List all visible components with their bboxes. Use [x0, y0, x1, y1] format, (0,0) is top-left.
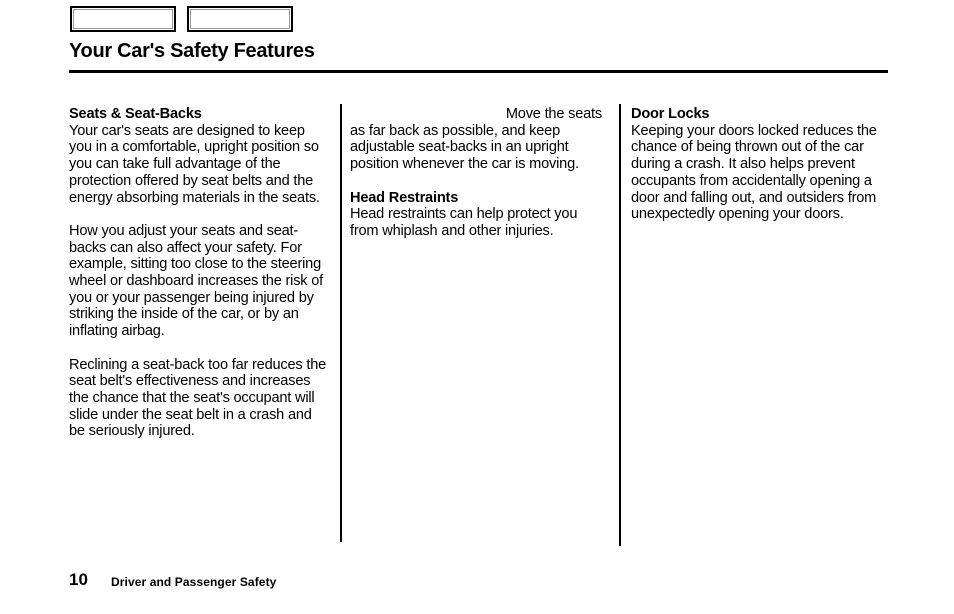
- section-name: Driver and Passenger Safety: [111, 575, 277, 589]
- seats-heading: Seats & Seat-Backs: [69, 106, 202, 122]
- column-divider-left: [340, 104, 342, 542]
- left-column: [69, 106, 331, 440]
- move-seats-lead: Move the seats: [505, 106, 602, 122]
- right-column: [631, 106, 893, 223]
- head-restraints-heading: Head Restraints: [350, 189, 459, 206]
- middle-column: [350, 106, 608, 240]
- title-divider: [69, 70, 888, 73]
- head-restraints-paragraph: Head restraints can help protect you from whiplash and other injuries.: [350, 206, 578, 239]
- door-locks-paragraph: Keeping your doors locked reduces the chance of being thrown out of the car during a crash. It also helps prevent occupants from accidentally opening a door and falling out, and outsiders from unexpectedly opening your doors.: [631, 122, 877, 223]
- seats-paragraph-1: Your car's seats are designed to keep you in a comfortable, upright position so you can take full advantage of the protection offered by seat belts and the energy absorbing materials in the seats.: [69, 122, 320, 206]
- move-seats-text: as far back as possible, and keep adjustable seat-backs in an upright position whenever the car is moving.: [350, 122, 579, 173]
- door-locks-heading: Door Locks: [631, 106, 710, 122]
- next-page-button[interactable]: [187, 6, 293, 32]
- column-divider-right: [619, 104, 621, 546]
- seats-paragraph-2: How you adjust your seats and seat-backs can also affect your safety. For example, sitting too close to the steering wheel or dashboard increases the risk of you or your passenger being injured by striking the inside of the car, or by an inflating airbag.: [69, 222, 324, 340]
- page-title: Your Car's Safety Features: [69, 40, 315, 62]
- seats-paragraph-3: Reclining a seat-back too far reduces the seat belt's effectiveness and increases the chance that the seat's occupant will slide under the seat belt in a crash and be seriously injured.: [69, 356, 327, 440]
- previous-page-button[interactable]: [70, 6, 176, 32]
- page-number: 10: [69, 570, 88, 589]
